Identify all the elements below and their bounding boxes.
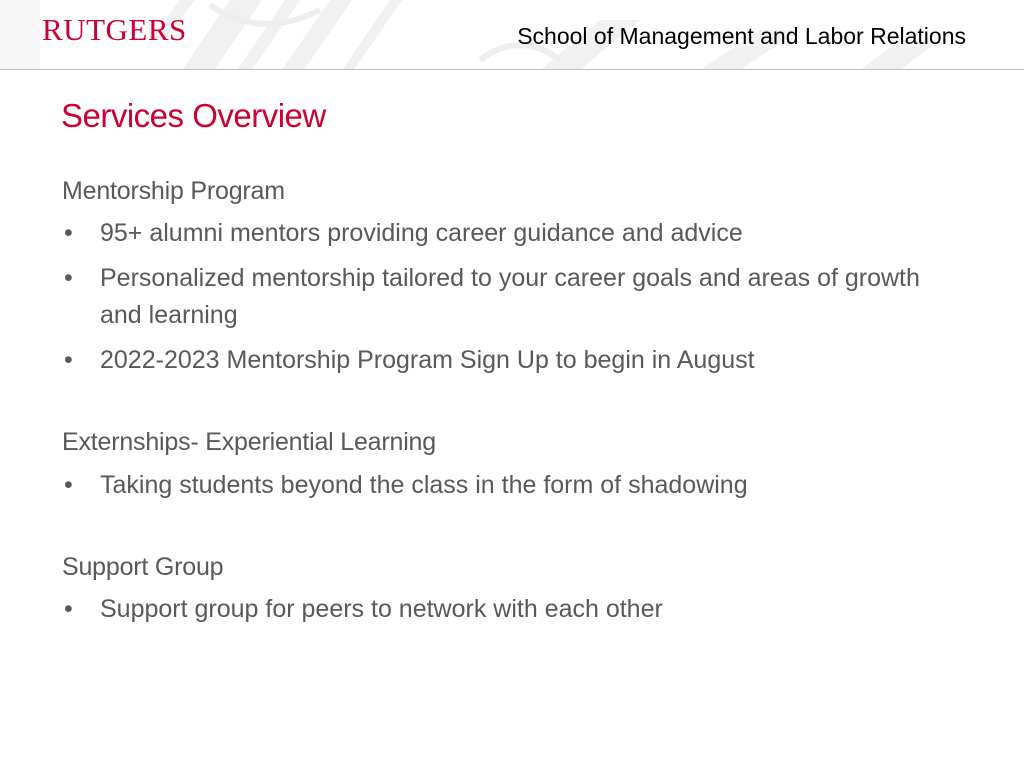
school-name: School of Management and Labor Relations <box>517 23 966 49</box>
bullet-text: Support group for peers to network with each other <box>100 594 663 623</box>
bullet-list <box>62 467 962 504</box>
bullet-glyph: • <box>64 470 73 499</box>
bullet-item <box>62 260 962 334</box>
bullet-item <box>62 342 962 379</box>
header-divider <box>0 69 1024 70</box>
bullet-item <box>62 467 962 504</box>
bullet-item <box>62 215 962 252</box>
bullet-text: Taking students beyond the class in the form of shadowing <box>100 470 748 499</box>
bullet-glyph: • <box>64 346 73 375</box>
bullet-glyph: • <box>64 219 73 248</box>
bullet-list <box>62 591 962 628</box>
bullet-glyph: • <box>64 594 73 623</box>
bullet-text: Personalized mentorship tailored to your career goals and areas of growth and learning <box>100 264 920 330</box>
rutgers-logo-text: RUTGERS <box>42 12 187 47</box>
section-heading: Externships- Experiential Learning <box>62 428 436 457</box>
section-heading: Support Group <box>62 552 224 581</box>
bullet-text: 2022-2023 Mentorship Program Sign Up to begin in August <box>100 346 755 375</box>
section-mentorship <box>62 176 962 379</box>
rutgers-logo <box>42 14 187 45</box>
section-externships <box>62 427 962 503</box>
bullet-item <box>62 591 962 628</box>
bullet-list <box>62 215 962 379</box>
slide-title: Services Overview <box>61 97 326 134</box>
section-heading: Mentorship Program <box>62 177 285 205</box>
bullet-glyph: • <box>64 264 73 293</box>
bullet-text: 95+ alumni mentors providing career guidance and advice <box>100 219 743 248</box>
section-support-group <box>62 552 962 628</box>
header-band <box>0 0 1024 70</box>
slide-content <box>62 176 962 676</box>
